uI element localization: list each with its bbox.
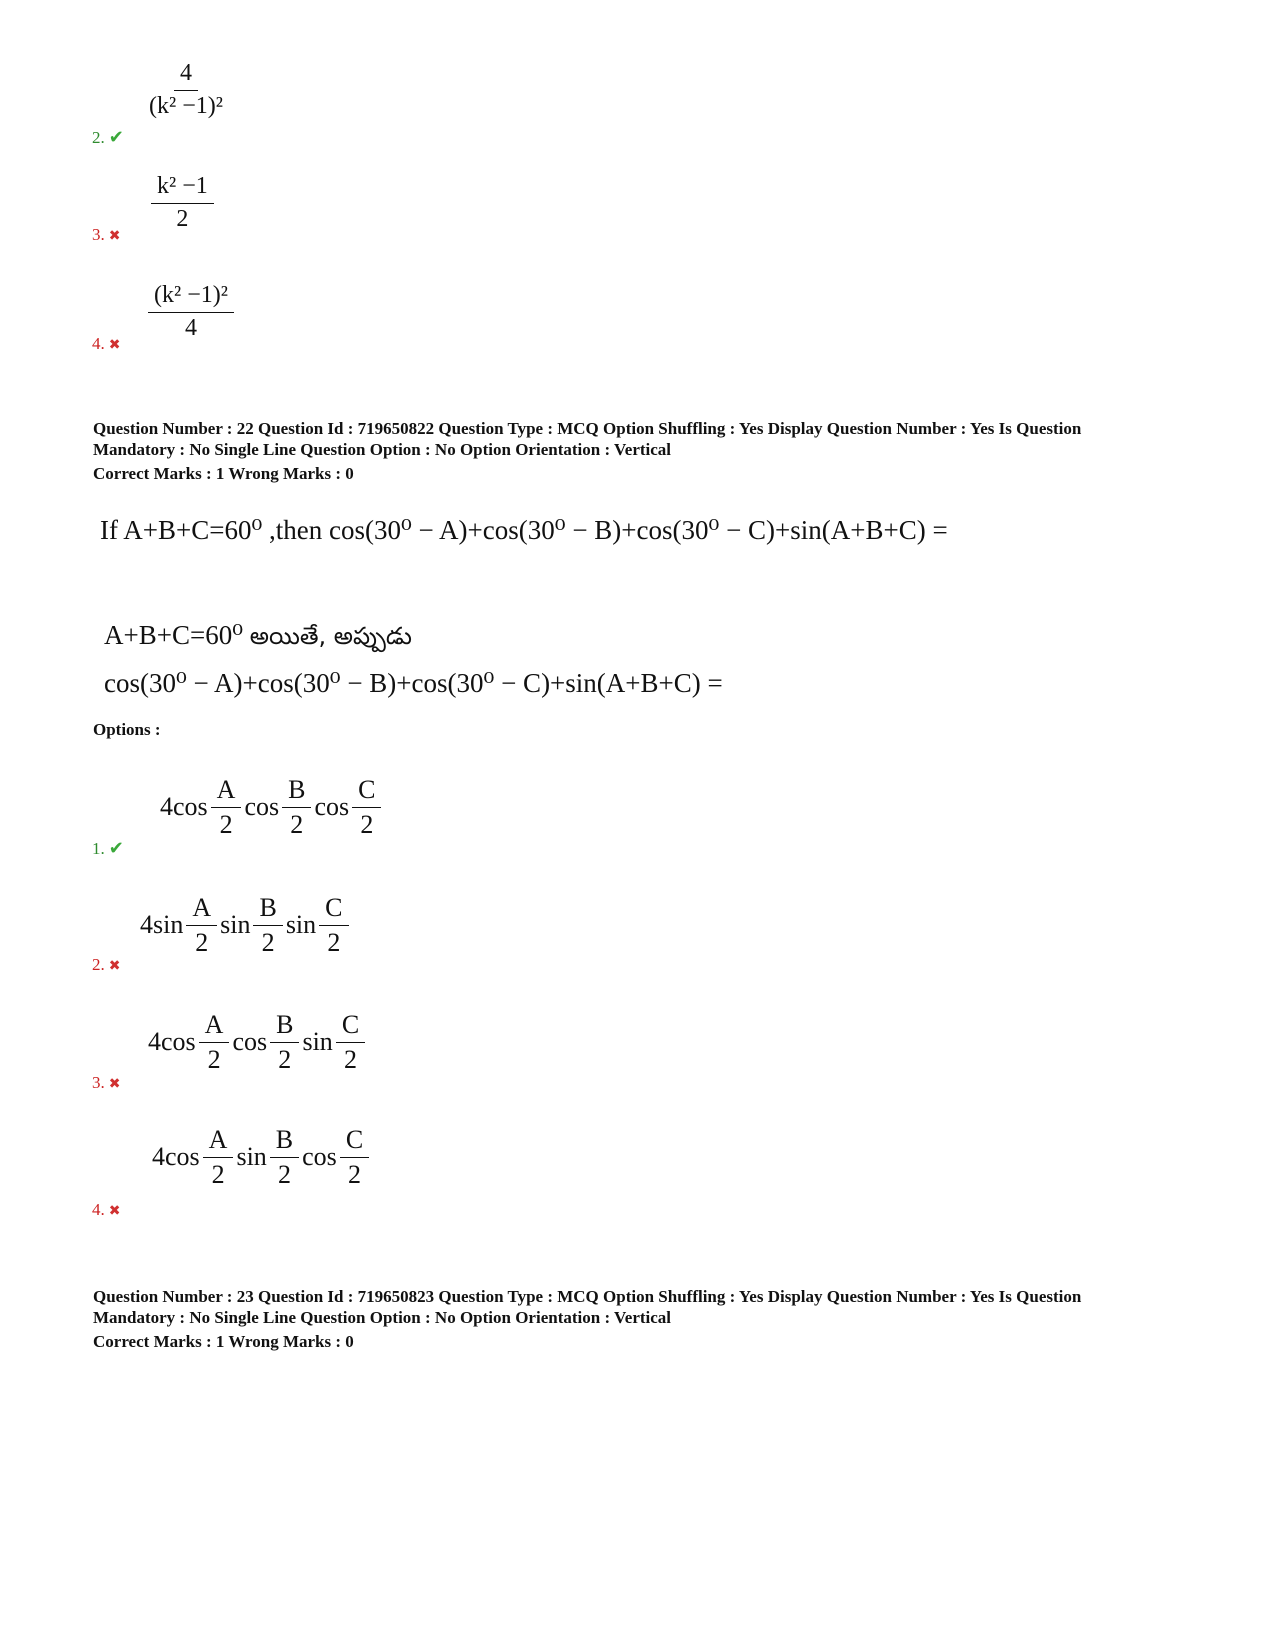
prev-option-3-label: 3. ✖ [92, 225, 121, 244]
q22-option-4-formula: 4cos $\frac{A}{2}$ sin $\frac{B}{2}$ cos $\frac{C}{2}$ [152, 1125, 372, 1190]
prev-option-4-label: 4. ✖ [92, 334, 121, 353]
q22-options-label: Options : [93, 720, 161, 739]
q22-marks: Correct Marks : 1 Wrong Marks : 0 [93, 464, 354, 483]
q22-option-2-label: 2. ✖ [92, 955, 121, 974]
q22-telugu-line2: cos(30⁰ − A)+cos(30⁰ − B)+cos(30⁰ − C)+sin(A+B+C) = [104, 668, 723, 698]
q22-meta-line1: Question Number : 22 Question Id : 719650822 Question Type : MCQ Option Shuffling : Yes Display Question Number : Yes Is Question [93, 419, 1082, 438]
check-icon: ✔ [108, 127, 124, 147]
q22-option-4-label: 4. ✖ [92, 1200, 121, 1219]
q23-marks: Correct Marks : 1 Wrong Marks : 0 [93, 1332, 354, 1351]
q22-metadata [93, 418, 1203, 484]
cross-icon: ✖ [108, 229, 121, 244]
prev-option-2-label: 2. ✔ [92, 127, 124, 147]
q23-metadata [93, 1286, 1203, 1352]
prev-option-2-formula: $\frac{4}{\text{(k² −1)²}}$ [149, 60, 223, 119]
q22-meta-line2: Mandatory : No Single Line Question Option : No Option Orientation : Vertical [93, 440, 672, 459]
cross-icon: ✖ [108, 1077, 121, 1092]
prev-option-3-formula: $\frac{\text{k² −1}}{2}$ [148, 173, 217, 233]
q22-option-2-formula: 4sin $\frac{A}{2}$ sin $\frac{B}{2}$ sin $\frac{C}{2}$ [140, 893, 352, 958]
cross-icon: ✖ [108, 338, 121, 353]
q23-meta-line1: Question Number : 23 Question Id : 719650823 Question Type : MCQ Option Shuffling : Yes Display Question Number : Yes Is Question [93, 1287, 1082, 1306]
prev-option-4-formula: $\frac{\text{(k² −1)²}}{4}$ [145, 282, 237, 342]
q22-english-question: If A+B+C=60⁰ ,then cos(30⁰ − A)+cos(30⁰ − B)+cos(30⁰ − C)+sin(A+B+C) = [100, 515, 948, 545]
q22-option-3-label: 3. ✖ [92, 1073, 121, 1092]
cross-icon: ✖ [108, 1204, 121, 1219]
q22-option-1-formula: 4cos $\frac{A}{2}$ cos $\frac{B}{2}$ cos $\frac{C}{2}$ [160, 775, 384, 840]
q23-meta-line2: Mandatory : No Single Line Question Option : No Option Orientation : Vertical [93, 1308, 672, 1327]
q22-option-3-formula: 4cos $\frac{A}{2}$ cos $\frac{B}{2}$ sin $\frac{C}{2}$ [148, 1010, 368, 1075]
cross-icon: ✖ [108, 959, 121, 974]
q22-telugu-line1: A+B+C=60⁰ అయితే, అప్పుడు [104, 620, 412, 650]
q22-option-1-label: 1. ✔ [92, 838, 124, 858]
check-icon: ✔ [108, 838, 124, 858]
